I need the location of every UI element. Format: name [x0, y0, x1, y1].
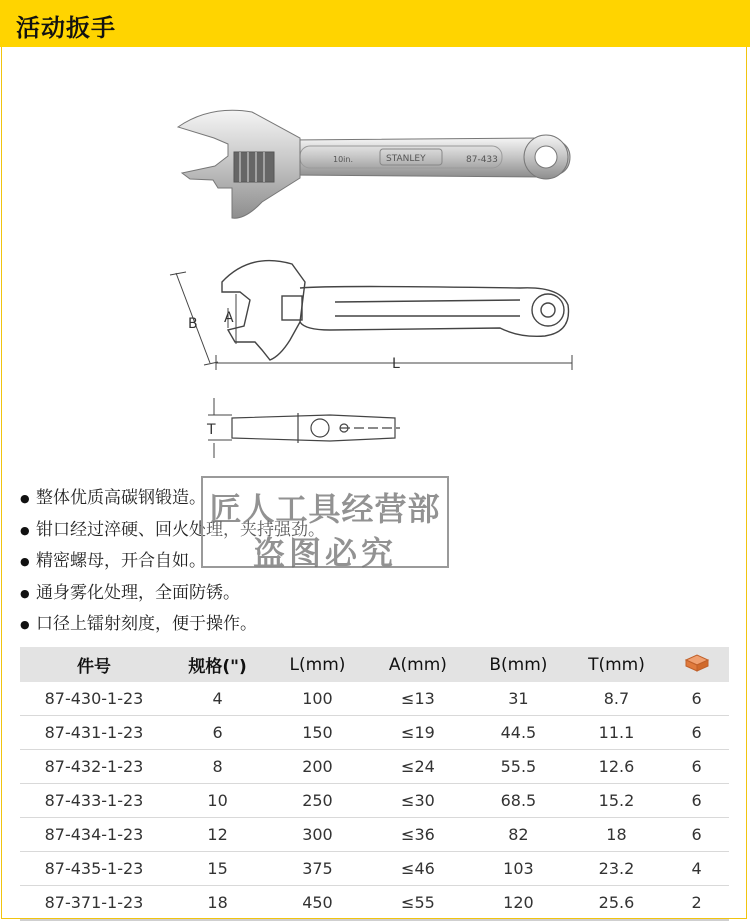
col-header-b: B(mm) [468, 647, 569, 682]
col-header-size: 规格(") [168, 647, 267, 682]
watermark-line-1: 匠人工具经营部 [209, 490, 441, 528]
cell-l: 300 [267, 818, 367, 852]
col-header-part-number: 件号 [20, 647, 168, 682]
cell-size: 8 [168, 750, 267, 784]
col-header-package [664, 647, 729, 682]
cell-t: 15.2 [569, 784, 665, 818]
cell-size: 10 [168, 784, 267, 818]
feature-item: ● 口径上镭射刻度，便于操作。 [20, 609, 325, 641]
table-row [20, 818, 729, 852]
cell-package: 6 [664, 784, 729, 818]
dim-label-b: B [188, 316, 198, 332]
cell-t: 23.2 [569, 852, 665, 886]
cell-t: 8.7 [569, 682, 665, 716]
table-header-row [20, 647, 729, 682]
cell-size: 4 [168, 682, 267, 716]
dim-label-a: A [224, 310, 234, 326]
cell-b: 68.5 [468, 784, 569, 818]
dim-label-t: T [207, 422, 216, 438]
col-header-a: A(mm) [368, 647, 469, 682]
col-header-l: L(mm) [267, 647, 367, 682]
cell-package: 4 [664, 852, 729, 886]
cell-part-number: 87-434-1-23 [20, 818, 168, 852]
cell-size: 6 [168, 716, 267, 750]
cell-b: 44.5 [468, 716, 569, 750]
wrench-photo [178, 110, 570, 218]
cell-t: 12.6 [569, 750, 665, 784]
cell-size: 18 [168, 886, 267, 921]
cell-part-number: 87-435-1-23 [20, 852, 168, 886]
cell-b: 120 [468, 886, 569, 921]
cell-b: 55.5 [468, 750, 569, 784]
cell-l: 200 [267, 750, 367, 784]
cell-a: ≤55 [368, 886, 469, 921]
cell-l: 150 [267, 716, 367, 750]
feature-item: ● 通身雾化处理，全面防锈。 [20, 578, 325, 610]
cell-b: 103 [468, 852, 569, 886]
cell-a: ≤46 [368, 852, 469, 886]
feature-item: ● 整体优质高碳钢锻造。 [20, 483, 325, 515]
table-row [20, 750, 729, 784]
package-box-icon [684, 652, 710, 672]
cell-a: ≤30 [368, 784, 469, 818]
cell-package: 6 [664, 682, 729, 716]
cell-t: 18 [569, 818, 665, 852]
brand-text: STANLEY [386, 154, 426, 164]
cell-package: 6 [664, 750, 729, 784]
cell-l: 250 [267, 784, 367, 818]
cell-b: 82 [468, 818, 569, 852]
wrench-side-view [206, 398, 400, 458]
cell-l: 450 [267, 886, 367, 921]
cell-package: 6 [664, 716, 729, 750]
cell-a: ≤19 [368, 716, 469, 750]
watermark-stamp [201, 476, 449, 572]
cell-t: 25.6 [569, 886, 665, 921]
title-bar [0, 0, 750, 47]
cell-part-number: 87-432-1-23 [20, 750, 168, 784]
table-row [20, 716, 729, 750]
cell-a: ≤24 [368, 750, 469, 784]
cell-t: 11.1 [569, 716, 665, 750]
cell-part-number: 87-433-1-23 [20, 784, 168, 818]
cell-l: 375 [267, 852, 367, 886]
cell-package: 2 [664, 886, 729, 921]
cell-size: 12 [168, 818, 267, 852]
product-drawing [0, 60, 750, 460]
table-row [20, 886, 729, 921]
cell-part-number: 87-431-1-23 [20, 716, 168, 750]
dim-label-l: L [392, 356, 400, 372]
table-row [20, 784, 729, 818]
watermark-line-2: 盗图必究 [252, 534, 397, 572]
cell-size: 15 [168, 852, 267, 886]
feature-item: ● 精密螺母，开合自如。 [20, 546, 325, 578]
feature-item: ● 钳口经过淬硬、回火处理，夹持强劲。 [20, 515, 325, 547]
wrench-outline-drawing [222, 261, 569, 360]
cell-part-number: 87-430-1-23 [20, 682, 168, 716]
cell-l: 100 [267, 682, 367, 716]
cell-a: ≤36 [368, 818, 469, 852]
model-text: 87-433 [466, 155, 498, 165]
spec-table [20, 647, 729, 921]
cell-a: ≤13 [368, 682, 469, 716]
cell-part-number: 87-371-1-23 [20, 886, 168, 921]
cell-b: 31 [468, 682, 569, 716]
size-text: 10in. [333, 155, 354, 164]
table-row [20, 852, 729, 886]
cell-package: 6 [664, 818, 729, 852]
page-title: 活动扳手 [16, 14, 116, 42]
col-header-t: T(mm) [569, 647, 665, 682]
table-row [20, 682, 729, 716]
